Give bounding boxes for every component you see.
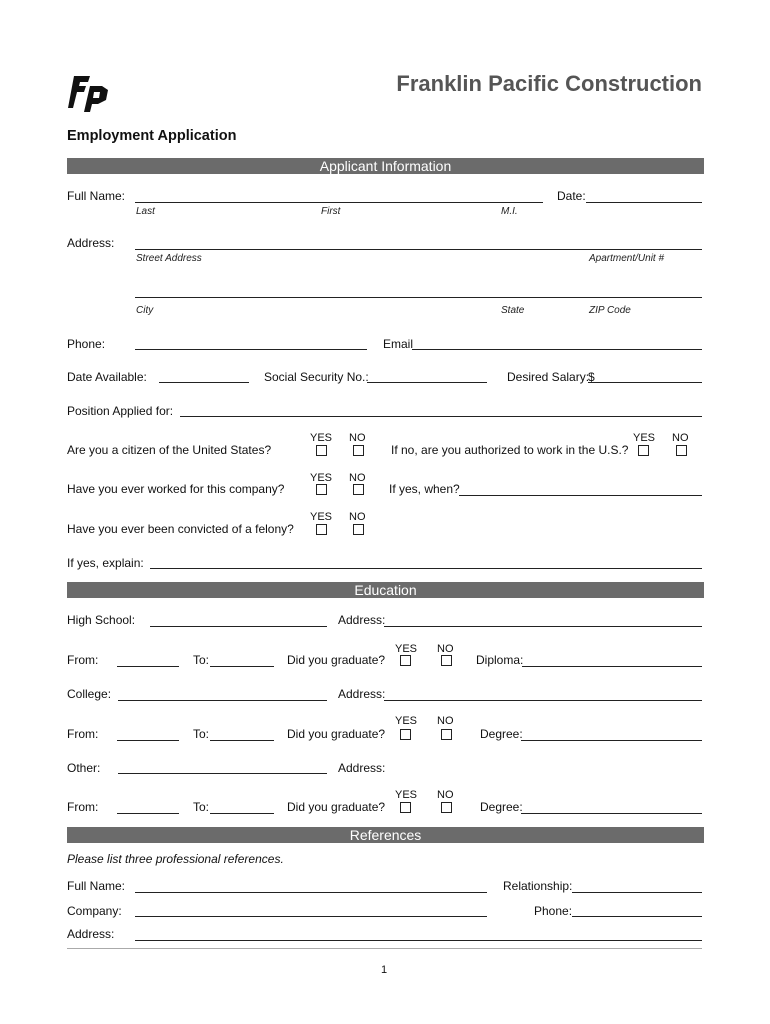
hs-graduate-no-checkbox[interactable] [441, 655, 452, 666]
references-instruction: Please list three professional references. [67, 852, 284, 866]
college-address-field[interactable] [384, 700, 702, 701]
other-from-field[interactable] [117, 813, 179, 814]
college-to-label: To: [193, 727, 210, 741]
desired-salary-label: Desired Salary: [507, 370, 590, 384]
no-label: NO [349, 472, 366, 484]
worked-question: Have you ever worked for this company? [67, 482, 285, 496]
college-graduate-question: Did you graduate? [287, 727, 386, 741]
ref-phone-field[interactable] [572, 916, 702, 917]
full-name-label: Full Name: [67, 189, 126, 203]
authorized-yes-checkbox[interactable] [638, 445, 649, 456]
section-header-references: References [67, 827, 704, 843]
email-label: Email [383, 337, 414, 351]
phone-field[interactable] [135, 349, 367, 350]
divider [67, 948, 702, 949]
authorized-question: If no, are you authorized to work in the U.S.? [391, 443, 629, 457]
college-address-label: Address: [338, 687, 386, 701]
diploma-field[interactable] [522, 666, 702, 667]
other-graduate-question: Did you graduate? [287, 800, 386, 814]
page-number: 1 [381, 964, 388, 976]
ssn-field[interactable] [367, 382, 487, 383]
hs-graduate-yes-checkbox[interactable] [400, 655, 411, 666]
college-to-field[interactable] [210, 740, 274, 741]
ref-company-field[interactable] [135, 916, 487, 917]
college-from-field[interactable] [117, 740, 179, 741]
hs-to-label: To: [193, 653, 210, 667]
other-field[interactable] [118, 773, 327, 774]
zip-hint: ZIP Code [589, 305, 631, 316]
yes-label: YES [395, 789, 418, 801]
hs-address-field[interactable] [384, 626, 702, 627]
company-name: Franklin Pacific Construction [396, 71, 702, 96]
fp-logo [68, 72, 110, 112]
diploma-label: Diploma: [476, 653, 524, 667]
salary-dollar-sign: $ [588, 370, 595, 384]
date-label: Date: [557, 189, 586, 203]
state-hint: State [501, 305, 525, 316]
yes-label: YES [310, 511, 333, 523]
no-label: NO [672, 432, 689, 444]
college-field[interactable] [118, 700, 327, 701]
felony-question: Have you ever been convicted of a felony? [67, 522, 294, 536]
if-yes-when-label: If yes, when? [389, 482, 460, 496]
ref-address-field[interactable] [135, 940, 702, 941]
college-degree-label: Degree: [480, 727, 523, 741]
if-yes-explain-label: If yes, explain: [67, 556, 144, 570]
college-graduate-yes-checkbox[interactable] [400, 729, 411, 740]
last-name-hint: Last [136, 206, 155, 217]
date-available-field[interactable] [159, 382, 249, 383]
street-address-field[interactable] [135, 249, 702, 250]
citizen-no-checkbox[interactable] [353, 445, 364, 456]
yes-label: YES [310, 472, 333, 484]
ssn-label: Social Security No.: [264, 370, 369, 384]
authorized-no-checkbox[interactable] [676, 445, 687, 456]
citizen-yes-checkbox[interactable] [316, 445, 327, 456]
position-label: Position Applied for: [67, 404, 174, 418]
ref-address-label: Address: [67, 927, 115, 941]
no-label: NO [437, 789, 454, 801]
no-label: NO [349, 511, 366, 523]
felony-no-checkbox[interactable] [353, 524, 364, 535]
other-label: Other: [67, 761, 101, 775]
date-available-label: Date Available: [67, 370, 147, 384]
other-degree-label: Degree: [480, 800, 523, 814]
middle-initial-hint: M.I. [501, 206, 518, 217]
ref-company-label: Company: [67, 904, 122, 918]
high-school-field[interactable] [150, 626, 327, 627]
other-to-label: To: [193, 800, 210, 814]
college-graduate-no-checkbox[interactable] [441, 729, 452, 740]
phone-label: Phone: [67, 337, 106, 351]
yes-label: YES [395, 643, 418, 655]
if-yes-when-field[interactable] [459, 495, 702, 496]
felony-yes-checkbox[interactable] [316, 524, 327, 535]
citizen-question: Are you a citizen of the United States? [67, 443, 272, 457]
hs-from-field[interactable] [117, 666, 179, 667]
no-label: NO [437, 715, 454, 727]
apartment-hint: Apartment/Unit # [589, 253, 665, 264]
hs-from-label: From: [67, 653, 99, 667]
relationship-field[interactable] [572, 892, 702, 893]
college-from-label: From: [67, 727, 99, 741]
first-name-hint: First [321, 206, 341, 217]
other-degree-field[interactable] [521, 813, 702, 814]
section-header-education: Education [67, 582, 704, 598]
email-field[interactable] [412, 349, 702, 350]
explain-field[interactable] [150, 568, 702, 569]
other-to-field[interactable] [210, 813, 274, 814]
other-graduate-no-checkbox[interactable] [441, 802, 452, 813]
full-name-field[interactable] [135, 202, 543, 203]
yes-label: YES [395, 715, 418, 727]
yes-label: YES [310, 432, 333, 444]
city-hint: City [136, 305, 154, 316]
no-label: NO [349, 432, 366, 444]
position-field[interactable] [180, 416, 702, 417]
date-field[interactable] [586, 202, 702, 203]
other-from-label: From: [67, 800, 99, 814]
college-degree-field[interactable] [521, 740, 702, 741]
worked-no-checkbox[interactable] [353, 484, 364, 495]
high-school-label: High School: [67, 613, 136, 627]
hs-graduate-question: Did you graduate? [287, 653, 386, 667]
other-graduate-yes-checkbox[interactable] [400, 802, 411, 813]
other-address-label: Address: [338, 761, 386, 775]
street-address-hint: Street Address [136, 253, 202, 264]
hs-to-field[interactable] [210, 666, 274, 667]
ref-phone-label: Phone: [534, 904, 573, 918]
college-label: College: [67, 687, 112, 701]
address-label: Address: [67, 236, 115, 250]
hs-address-label: Address: [338, 613, 386, 627]
section-header-applicant: Applicant Information [67, 158, 704, 174]
ref-full-name-label: Full Name: [67, 879, 126, 893]
relationship-label: Relationship: [503, 879, 573, 893]
desired-salary-field[interactable] [588, 382, 702, 383]
document-title: Employment Application [67, 128, 237, 144]
worked-yes-checkbox[interactable] [316, 484, 327, 495]
ref-full-name-field[interactable] [135, 892, 487, 893]
city-state-zip-field[interactable] [135, 297, 702, 298]
no-label: NO [437, 643, 454, 655]
yes-label: YES [633, 432, 656, 444]
